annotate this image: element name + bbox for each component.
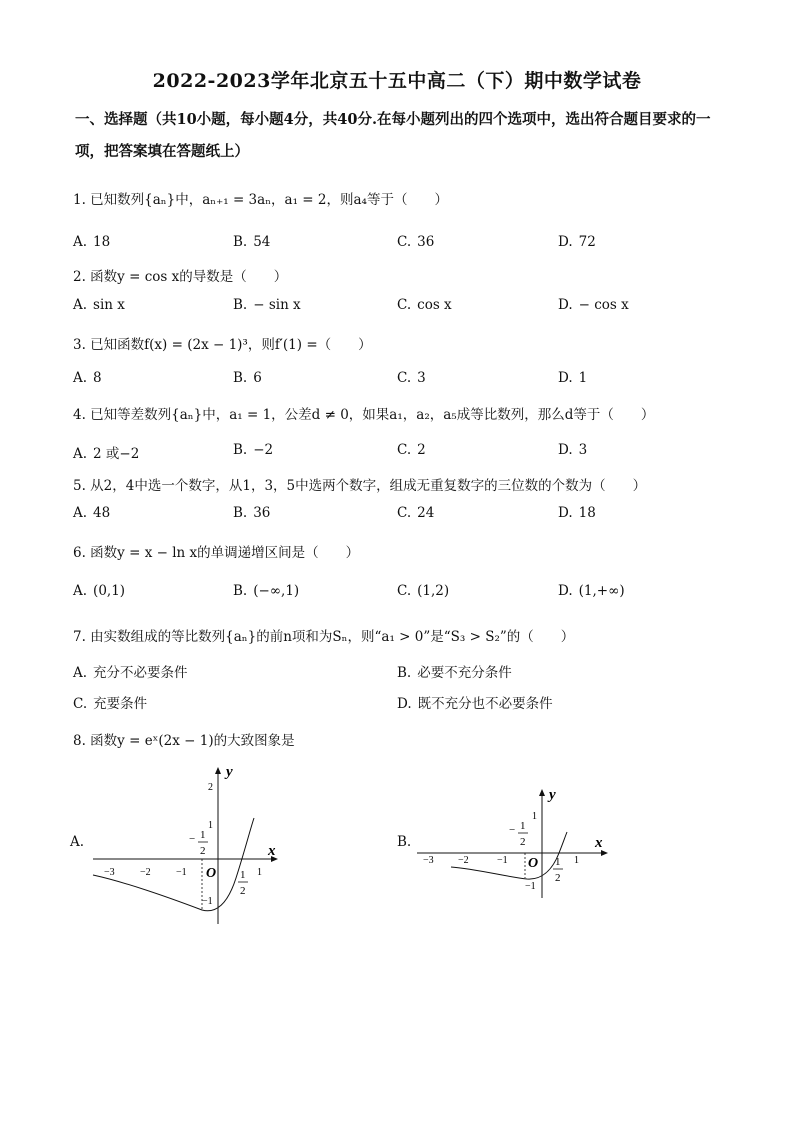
question-5-option-d[interactable]: D. 18 bbox=[558, 505, 596, 521]
neg-half-denominator: 2 bbox=[520, 836, 526, 848]
question-4-stem: 4. 已知等差数列{aₙ}中，a₁ = 1，公差d ≠ 0，如果a₁，a₂，a₅成等比数列，那么d等于（ ） bbox=[73, 407, 655, 423]
question-3-stem: 3. 已知函数f(x) = (2x − 1)³，则f′(1) =（ ） bbox=[73, 337, 372, 353]
question-3-option-a[interactable]: A. 8 bbox=[73, 370, 102, 386]
y-tick-label: −1 bbox=[202, 896, 213, 907]
page-title: 2022-2023学年北京五十五中高二（下）期中数学试卷 bbox=[152, 70, 642, 92]
question-2-option-d[interactable]: D. − cos x bbox=[558, 297, 629, 313]
question-2-stem: 2. 函数y = cos x的导数是（ ） bbox=[73, 269, 288, 285]
neg-half-numerator: 1 bbox=[200, 829, 206, 841]
question-8-option-b[interactable]: B. bbox=[397, 834, 412, 850]
question-3-option-b[interactable]: B. 6 bbox=[233, 370, 262, 386]
question-5-option-c[interactable]: C. 24 bbox=[397, 505, 435, 521]
neg-half-minus: − bbox=[189, 833, 196, 845]
question-1-option-c[interactable]: C. 36 bbox=[397, 234, 435, 250]
question-5-option-b[interactable]: B. 36 bbox=[233, 505, 271, 521]
graph-a[interactable] bbox=[85, 758, 290, 928]
neg-half-minus: − bbox=[509, 824, 516, 836]
section-heading: 一、选择题（共10小题，每小题4分，共40分.在每小题列出的四个选项中，选出符合题目要求的一项，把答案填在答题纸上） bbox=[75, 111, 711, 160]
question-4-option-a[interactable]: A. 2 或−2 bbox=[73, 446, 140, 462]
x-tick-label: −1 bbox=[497, 855, 508, 866]
question-1-stem: 1. 已知数列{aₙ}中，aₙ₊₁ = 3aₙ，a₁ = 2，则a₄等于（ ） bbox=[73, 192, 448, 208]
question-5-stem: 5. 从2，4中选一个数字，从1，3，5中选两个数字，组成无重复数字的三位数的个数为（ ） bbox=[73, 478, 647, 494]
graph-b[interactable] bbox=[415, 783, 620, 908]
question-4-option-d[interactable]: D. 3 bbox=[558, 442, 588, 458]
x-tick-label: 1 bbox=[574, 855, 579, 866]
question-6-option-d[interactable]: D. (1,+∞) bbox=[558, 583, 625, 599]
question-7-option-a[interactable]: A. 充分不必要条件 bbox=[73, 665, 188, 681]
question-4-option-b[interactable]: B. −2 bbox=[233, 442, 274, 458]
x-tick-label: −2 bbox=[458, 855, 469, 866]
neg-half-numerator: 1 bbox=[520, 820, 526, 832]
neg-half-denominator: 2 bbox=[200, 845, 206, 857]
question-6-option-b[interactable]: B. (−∞,1) bbox=[233, 583, 300, 599]
y-axis-label: y bbox=[226, 764, 233, 780]
x-tick-label: 1 bbox=[257, 867, 262, 878]
y-tick-label: −1 bbox=[525, 881, 536, 892]
question-6-stem: 6. 函数y = x − ln x的单调递增区间是（ ） bbox=[73, 545, 360, 561]
question-5-option-a[interactable]: A. 48 bbox=[73, 505, 111, 521]
x-axis-label: x bbox=[595, 835, 603, 851]
x-tick-label: −3 bbox=[104, 867, 115, 878]
question-8-option-a[interactable]: A. bbox=[70, 834, 85, 850]
half-numerator: 1 bbox=[555, 856, 561, 868]
question-7-option-c[interactable]: C. 充要条件 bbox=[73, 696, 148, 712]
y-tick-label: 1 bbox=[208, 820, 213, 831]
question-4-option-c[interactable]: C. 2 bbox=[397, 442, 426, 458]
x-tick-label: −2 bbox=[140, 867, 151, 878]
x-axis-label: x bbox=[268, 843, 276, 859]
question-6-option-c[interactable]: C. (1,2) bbox=[397, 583, 450, 599]
question-2-option-b[interactable]: B. − sin x bbox=[233, 297, 301, 313]
question-3-option-c[interactable]: C. 3 bbox=[397, 370, 426, 386]
x-tick-label: −3 bbox=[423, 855, 434, 866]
question-7-stem: 7. 由实数组成的等比数列{aₙ}的前n项和为Sₙ，则“a₁ > 0”是“S₃ > S₂”的（ ） bbox=[73, 629, 575, 645]
half-denominator: 2 bbox=[240, 885, 246, 897]
half-denominator: 2 bbox=[555, 872, 561, 884]
x-tick-label: −1 bbox=[176, 867, 187, 878]
origin-label: O bbox=[206, 866, 217, 881]
question-2-option-a[interactable]: A. sin x bbox=[73, 297, 125, 313]
question-2-option-c[interactable]: C. cos x bbox=[397, 297, 452, 313]
question-7-option-b[interactable]: B. 必要不充分条件 bbox=[397, 665, 512, 681]
question-6-option-a[interactable]: A. (0,1) bbox=[73, 583, 126, 599]
question-8-stem: 8. 函数y = eˣ(2x − 1)的大致图象是 bbox=[73, 733, 295, 749]
y-tick-label: 2 bbox=[208, 782, 213, 793]
question-7-option-d[interactable]: D. 既不充分也不必要条件 bbox=[397, 696, 553, 712]
question-1-option-d[interactable]: D. 72 bbox=[558, 234, 596, 250]
question-3-option-d[interactable]: D. 1 bbox=[558, 370, 588, 386]
origin-label: O bbox=[528, 856, 539, 871]
curve-a bbox=[93, 818, 254, 911]
half-numerator: 1 bbox=[240, 869, 246, 881]
question-1-option-b[interactable]: B. 54 bbox=[233, 234, 271, 250]
y-tick-label: 1 bbox=[532, 811, 537, 822]
question-1-option-a[interactable]: A. 18 bbox=[73, 234, 111, 250]
y-axis-label: y bbox=[549, 787, 556, 803]
